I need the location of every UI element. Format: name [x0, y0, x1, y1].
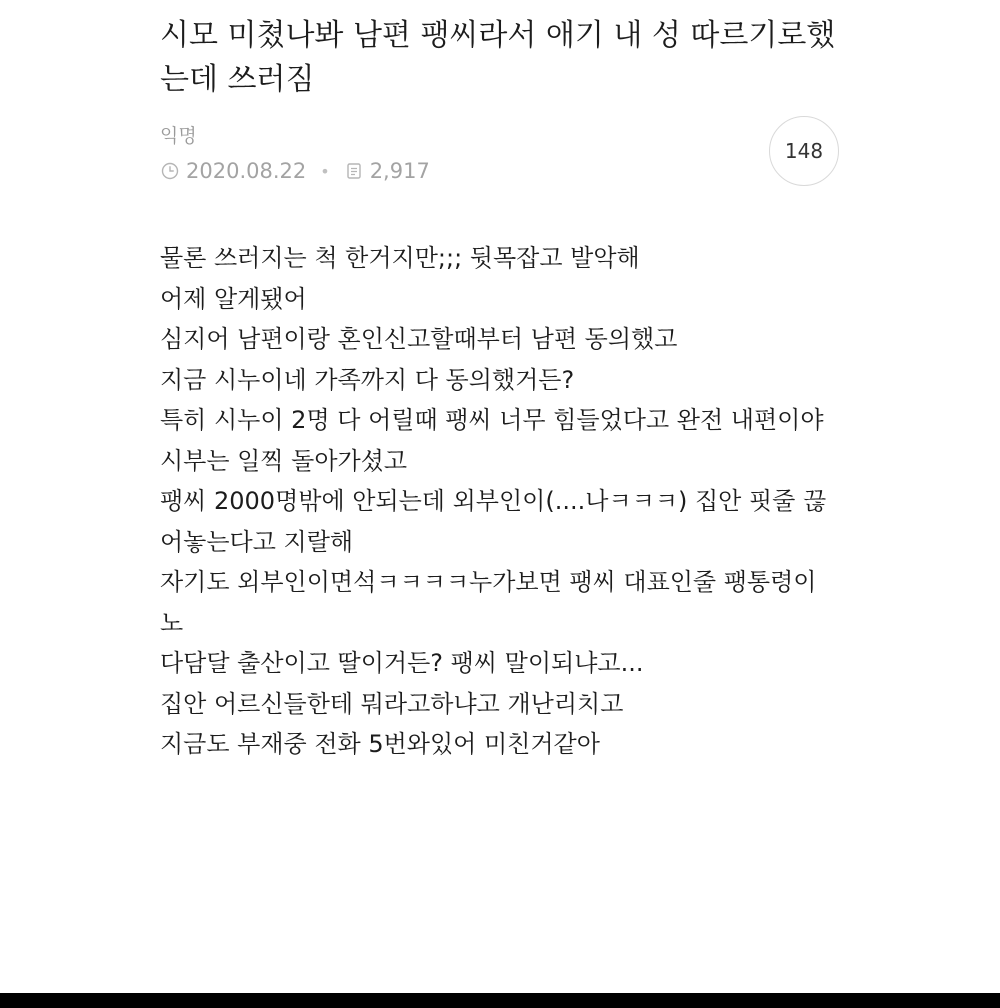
body-line: 팽씨 2000명밖에 안되는데 외부인이(....나ㅋㅋㅋ) 집안 핏줄 끊: [160, 487, 827, 515]
post-date: 2020.08.22: [186, 159, 307, 183]
author-name: 익명: [160, 125, 197, 147]
body-line: 지금도 부재중 전화 5번와있어 미친거같아: [160, 730, 600, 758]
body-line: 어놓는다고 지랄해: [160, 527, 354, 556]
body-line: 물론 쓰러지는 척 한거지만;;; 뒷목잡고 발악해: [160, 244, 640, 272]
bottom-edge-bar: [0, 993, 1000, 1008]
body-line: 집안 어르신들한테 뭐라고하냐고 개난리치고: [160, 689, 624, 718]
body-line: 다담달 출산이고 딸이거든? 팽씨 말이되냐고...: [160, 649, 644, 677]
meta-separator: •: [320, 161, 330, 181]
document-icon: [344, 161, 364, 181]
comment-count: 148: [784, 139, 824, 163]
post-body: [160, 238, 860, 765]
body-line: 시부는 일찍 돌아가셨고: [160, 446, 408, 475]
clock-icon: [160, 161, 180, 181]
body-line: 지금 시누이네 가족까지 다 동의했거든?: [160, 365, 575, 394]
comment-count-badge[interactable]: [769, 116, 839, 186]
body-line: 노: [160, 608, 184, 637]
post-meta: [160, 156, 430, 186]
body-line: 특히 시누이 2명 다 어릴때 팽씨 너무 힘들었다고 완전 내편이야: [160, 406, 824, 434]
body-line: 어제 알게됐어: [160, 284, 307, 313]
body-line: 자기도 외부인이면석ㅋㅋㅋㅋ누가보면 팽씨 대표인줄 팽통령이: [160, 568, 817, 596]
body-line: 심지어 남편이랑 혼인신고할때부터 남편 동의했고: [160, 325, 678, 353]
post-title: 시모 미쳤나봐 남편 팽씨라서 애기 내 성 따르기로했는데 쓰러짐: [160, 18, 836, 97]
view-count: 2,917: [369, 159, 430, 183]
